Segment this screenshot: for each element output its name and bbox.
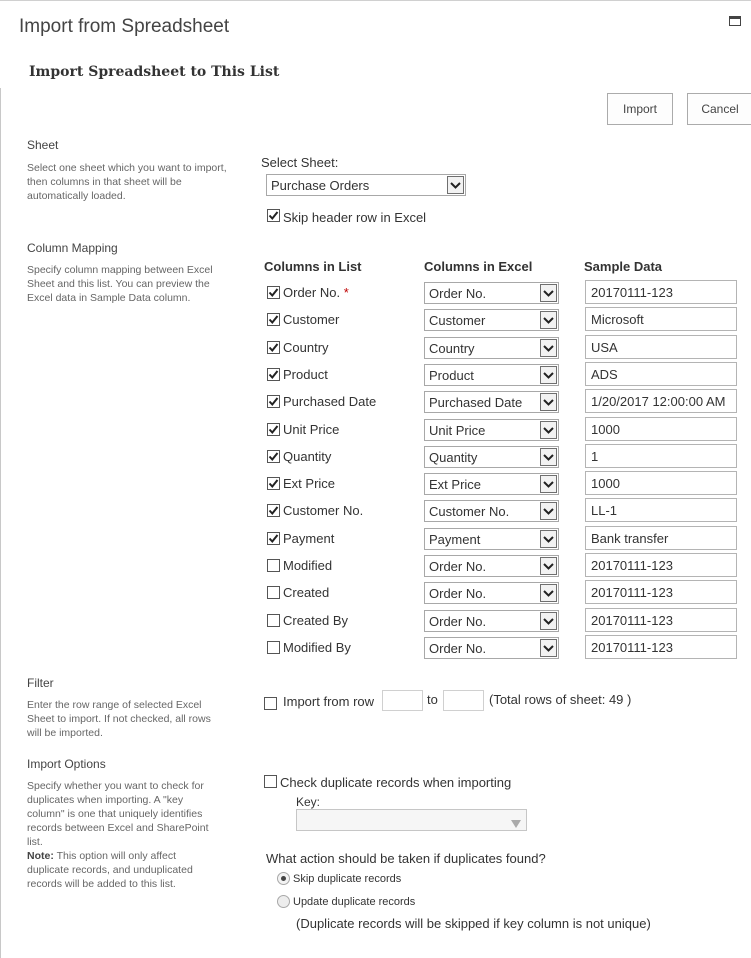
sample-data-cell: 1 <box>585 444 737 468</box>
sample-data-header: Sample Data <box>584 259 663 274</box>
chevron-down-icon[interactable] <box>540 530 557 548</box>
list-column-label <box>283 531 334 546</box>
excel-column-value: Unit Price <box>429 422 486 438</box>
sheet-section-description: Select one sheet which you want to import, then columns in that sheet will be automatically loaded. <box>27 162 227 202</box>
row-to-input[interactable] <box>443 690 484 711</box>
total-rows-text: (Total rows of sheet: 49 ) <box>489 692 632 707</box>
excel-column-select[interactable] <box>424 337 559 359</box>
excel-column-select[interactable] <box>424 610 559 632</box>
update-duplicates-label: Update duplicate records <box>293 896 416 908</box>
list-column-label <box>283 367 328 382</box>
checkmark-icon <box>268 396 279 407</box>
excel-column-value: Customer <box>429 312 486 328</box>
sheet-section-title: Sheet <box>27 138 59 152</box>
check-duplicates-label: Check duplicate records when importing <box>280 775 512 790</box>
excel-column-value: Order No. <box>429 613 487 629</box>
dialog-top-border <box>0 0 751 1</box>
row-from-input[interactable] <box>382 690 423 711</box>
columns-in-excel-header: Columns in Excel <box>424 259 533 274</box>
chevron-down-icon[interactable] <box>540 639 557 657</box>
sample-data-cell: 1000 <box>585 417 737 441</box>
checkmark-icon <box>268 451 279 462</box>
skip-header-checkbox[interactable] <box>267 209 280 222</box>
list-column-name: Modified By <box>283 640 351 655</box>
list-column-name: Ext Price <box>283 476 336 491</box>
sample-data-cell: 20170111-123 <box>585 608 737 632</box>
list-column-label <box>283 285 349 300</box>
required-marker: * <box>343 285 349 300</box>
excel-column-select[interactable] <box>424 364 559 386</box>
excel-column-value: Payment <box>429 531 481 547</box>
chevron-down-icon[interactable] <box>540 448 557 466</box>
excel-column-value: Order No. <box>429 585 487 601</box>
list-column-name: Quantity <box>283 449 332 464</box>
list-column-name: Customer <box>283 312 340 327</box>
checkmark-icon <box>268 342 279 353</box>
chevron-down-icon[interactable] <box>540 557 557 575</box>
import-from-row-label: Import from row <box>283 694 375 709</box>
list-column-label <box>283 585 329 600</box>
list-column-label <box>283 503 363 518</box>
excel-column-value: Country <box>429 340 475 356</box>
chevron-down-icon[interactable] <box>540 502 557 520</box>
list-column-label <box>283 476 335 491</box>
list-column-name: Country <box>283 340 329 355</box>
excel-column-value: Ext Price <box>429 476 482 492</box>
key-label: Key: <box>296 795 321 809</box>
excel-column-select[interactable] <box>424 637 559 659</box>
checkmark-icon <box>268 287 279 298</box>
chevron-down-icon[interactable] <box>540 612 557 630</box>
left-border <box>0 88 1 958</box>
checkmark-icon <box>268 369 279 380</box>
row-include-checkbox[interactable] <box>267 368 280 381</box>
duplicate-footnote: (Duplicate records will be skipped if key column is not unique) <box>296 916 651 931</box>
excel-column-value: Quantity <box>429 449 478 465</box>
excel-column-select[interactable] <box>424 446 559 468</box>
excel-column-select[interactable] <box>424 528 559 550</box>
row-include-checkbox[interactable] <box>267 450 280 463</box>
sample-data-cell: 20170111-123 <box>585 553 737 577</box>
chevron-down-icon[interactable] <box>511 816 521 831</box>
select-sheet-label: Select Sheet: <box>261 155 339 170</box>
list-column-name: Purchased Date <box>283 394 377 409</box>
checkmark-icon <box>268 478 279 489</box>
skip-duplicates-radio[interactable] <box>277 872 290 885</box>
note-text: This option will only affect duplicate records, and unduplicated records will be added to this list. <box>27 850 193 890</box>
sample-data-cell: 20170111-123 <box>585 580 737 604</box>
duplicate-action-question: What action should be taken if duplicates found? <box>266 851 546 866</box>
list-column-label <box>283 312 339 327</box>
list-column-label <box>283 613 348 628</box>
list-column-name: Created By <box>283 613 349 628</box>
list-column-name: Customer No. <box>283 503 364 518</box>
import-range-checkbox[interactable] <box>264 697 277 710</box>
list-column-label <box>283 449 331 464</box>
excel-column-value: Order No. <box>429 640 487 656</box>
options-section-title: Import Options <box>27 757 106 771</box>
mapping-section-description: Specify column mapping between Excel Sheet and this list. You can preview the Excel data in Sample Data column. <box>27 264 213 304</box>
import-button[interactable]: Import <box>607 93 673 125</box>
list-column-name: Unit Price <box>283 422 340 437</box>
chevron-down-icon[interactable] <box>540 366 557 384</box>
excel-column-select[interactable] <box>424 282 559 304</box>
excel-column-select[interactable] <box>424 500 559 522</box>
excel-column-value: Order No. <box>429 285 487 301</box>
row-include-checkbox[interactable] <box>267 286 280 299</box>
checkmark-icon <box>268 533 279 544</box>
list-column-label <box>283 640 351 655</box>
list-column-name: Created <box>283 585 330 600</box>
excel-column-select[interactable] <box>424 582 559 604</box>
excel-column-select[interactable] <box>424 391 559 413</box>
sample-data-cell: 1/20/2017 12:00:00 AM <box>585 389 737 413</box>
skip-header-label: Skip header row in Excel <box>283 210 427 225</box>
sample-data-cell: 1000 <box>585 471 737 495</box>
row-include-checkbox[interactable] <box>267 532 280 545</box>
sample-data-cell: 20170111-123 <box>585 280 737 304</box>
sample-data-cell: 20170111-123 <box>585 635 737 659</box>
filter-section-description: Enter the row range of selected Excel Sheet to import. If not checked, all rows will be imported. <box>27 699 211 739</box>
excel-column-value: Product <box>429 367 474 383</box>
row-include-checkbox[interactable] <box>267 477 280 490</box>
sheet-select-value: Purchase Orders <box>271 177 370 193</box>
to-label: to <box>427 692 438 707</box>
list-column-name: Product <box>283 367 328 382</box>
excel-column-select[interactable] <box>424 473 559 495</box>
skip-duplicates-label: Skip duplicate records <box>293 873 402 885</box>
cancel-button[interactable]: Cancel <box>687 93 751 125</box>
row-include-checkbox[interactable] <box>267 559 280 572</box>
excel-column-select[interactable] <box>424 309 559 331</box>
list-column-label <box>283 340 329 355</box>
list-column-label <box>283 422 339 437</box>
excel-column-value: Customer No. <box>429 503 510 519</box>
sample-data-cell: Bank transfer <box>585 526 737 550</box>
note-label: Note: <box>27 850 54 862</box>
list-column-name: Modified <box>283 558 333 573</box>
sample-data-cell: USA <box>585 335 737 359</box>
row-include-checkbox[interactable] <box>267 614 280 627</box>
chevron-down-icon[interactable] <box>540 284 557 302</box>
update-duplicates-radio[interactable] <box>277 895 290 908</box>
sample-data-cell: ADS <box>585 362 737 386</box>
checkmark-icon <box>268 505 279 516</box>
key-select[interactable] <box>296 809 527 831</box>
chevron-down-icon[interactable] <box>540 393 557 411</box>
columns-in-list-header: Columns in List <box>264 259 362 274</box>
row-include-checkbox[interactable] <box>267 641 280 654</box>
list-column-label <box>283 558 332 573</box>
row-include-checkbox[interactable] <box>267 395 280 408</box>
excel-column-value: Purchased Date <box>429 394 523 410</box>
chevron-down-icon[interactable] <box>540 311 557 329</box>
sheet-select[interactable] <box>266 174 466 196</box>
excel-column-select[interactable] <box>424 419 559 441</box>
chevron-down-icon[interactable] <box>540 475 557 493</box>
dialog-title: Import from Spreadsheet <box>19 16 230 37</box>
sample-data-cell: LL-1 <box>585 498 737 522</box>
excel-column-select[interactable] <box>424 555 559 577</box>
check-duplicates-checkbox[interactable] <box>264 775 277 788</box>
excel-column-value: Order No. <box>429 558 487 574</box>
chevron-down-icon[interactable] <box>540 584 557 602</box>
row-include-checkbox[interactable] <box>267 313 280 326</box>
mapping-section-title: Column Mapping <box>27 241 118 255</box>
list-column-name: Payment <box>283 531 335 546</box>
row-include-checkbox[interactable] <box>267 423 280 436</box>
options-section-description <box>27 779 212 891</box>
list-column-name: Order No. <box>283 285 341 300</box>
chevron-down-icon[interactable] <box>540 421 557 439</box>
row-include-checkbox[interactable] <box>267 341 280 354</box>
page-title: Import Spreadsheet to This List <box>29 64 280 80</box>
chevron-down-icon[interactable] <box>447 176 464 194</box>
chevron-down-icon[interactable] <box>540 339 557 357</box>
sample-data-cell: Microsoft <box>585 307 737 331</box>
row-include-checkbox[interactable] <box>267 586 280 599</box>
checkmark-icon <box>268 424 279 435</box>
filter-section-title: Filter <box>27 676 54 690</box>
checkmark-icon <box>268 314 279 325</box>
list-column-label <box>283 394 376 409</box>
options-description-text: Specify whether you want to check for duplicates when importing. A "key column" is one that uniquely identifies records between Excel and SharePoint list. <box>27 780 209 848</box>
maximize-icon[interactable] <box>729 16 741 26</box>
row-include-checkbox[interactable] <box>267 504 280 517</box>
